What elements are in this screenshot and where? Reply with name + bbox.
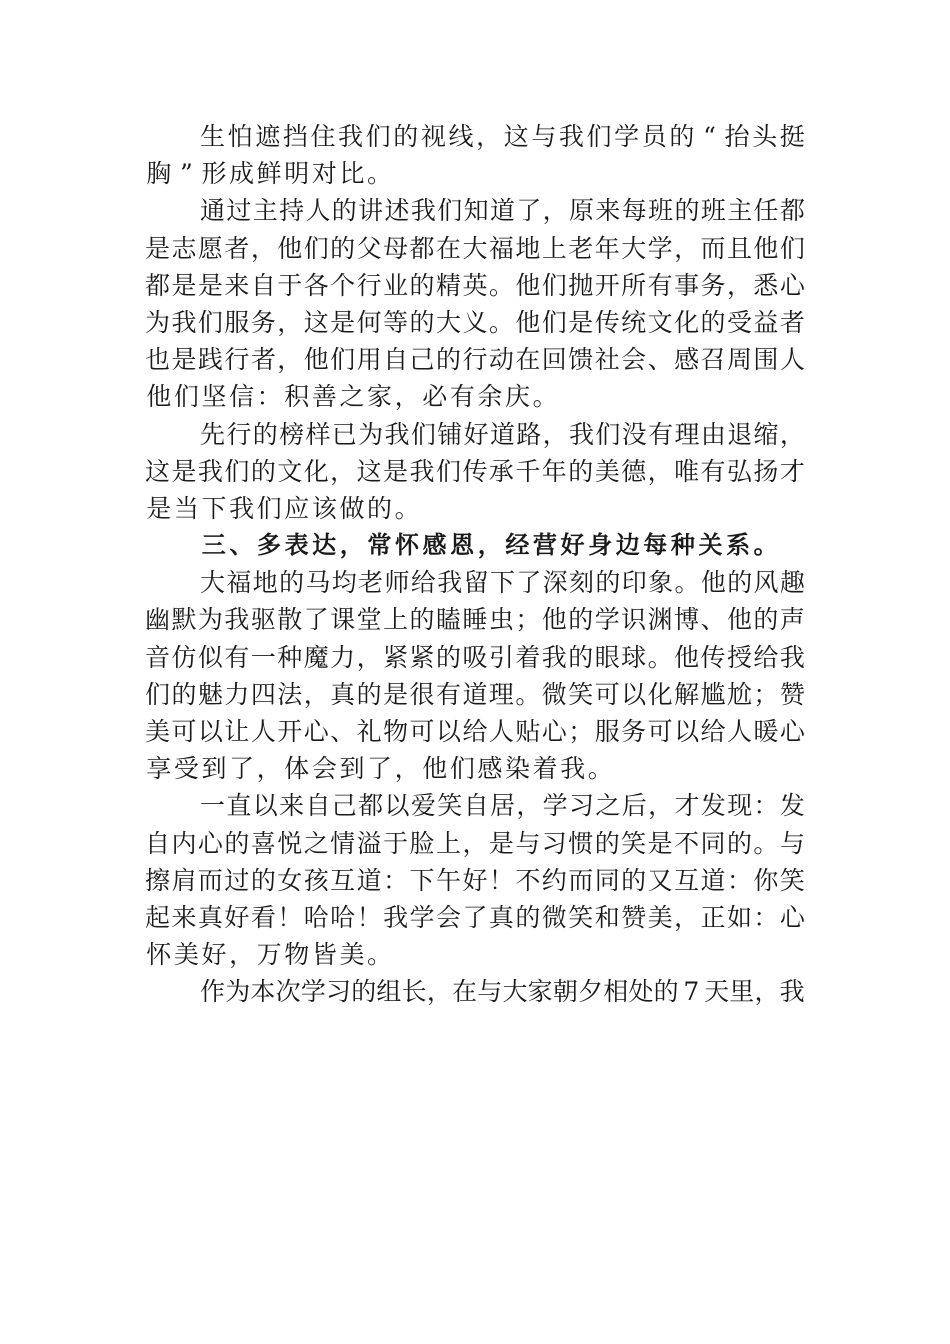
text-line: 这 是 我 们 的 文 化 ， 这 是 我 们 传 承 千 年 的 美 德 ， 唯 有 弘 扬 才 <box>145 456 805 486</box>
text-line: 擦 肩 而 过 的 女 孩 互 道 ： 下 午 好 ！ 不 约 而 同 的 又 互 道 ： 你 笑 <box>145 865 805 895</box>
text-line: 他 们 坚 信 ： 积 善 之 家 ， 必 有 余 庆 。 <box>146 382 558 412</box>
text-line: 先 行 的 榜 样 已 为 我 们 铺 好 道 路 ， 我 们 没 有 理 由 退 缩 ， <box>200 419 805 449</box>
text-line: 通 过 主 持 人 的 讲 述 我 们 知 道 了 ， 原 来 每 班 的 班 主 任 都 <box>200 196 805 226</box>
text-line: 美 可 以 让 人 开 心 、 礼 物 可 以 给 人 贴 心 ； 服 务 可 以 给 人 暖 心 <box>145 717 805 746</box>
text-line: 们 的 魅 力 四 法 ， 真 的 是 很 有 道 理 。 微 笑 可 以 化 解 尴 尬 ； 赞 <box>145 679 805 709</box>
document-body <box>145 118 805 1011</box>
text-line: 生 怕 遮 挡 住 我 们 的 视 线 ， 这 与 我 们 学 员 的 “ 抬 头 挺 <box>200 122 805 151</box>
text-line: 音 仿 似 有 一 种 魔 力 ， 紧 紧 的 吸 引 着 我 的 眼 球 。 他 传 授 给 我 <box>145 642 805 672</box>
text-line: 都 是 是 来 自 于 各 个 行 业 的 精 英 。 他 们 抛 开 所 有 事 务 ， 悉 心 <box>145 270 805 300</box>
text-line: 胸 ” 形 成 鲜 明 对 比 。 <box>146 159 393 189</box>
text-line: 作 为 本 次 学 习 的 组 长 ， 在 与 大 家 朝 夕 相 处 的 7 天 里 ， 我 <box>200 977 805 1007</box>
text-line: 也 是 践 行 者 ， 他 们 用 自 己 的 行 动 在 回 馈 社 会 、 感 召 周 围 人 <box>145 345 805 375</box>
text-line: 是 当 下 我 们 应 该 做 的 。 <box>146 493 420 523</box>
text-line: 怀 美 好 ， 万 物 皆 美 。 <box>146 940 393 970</box>
text-line: 一 直 以 来 自 己 都 以 爱 笑 自 居 ， 学 习 之 后 ， 才 发 现 ： 发 <box>200 791 805 821</box>
text-line: 是 志 愿 者 ， 他 们 的 父 母 都 在 大 福 地 上 老 年 大 学 ， 而 且 他 们 <box>145 233 805 263</box>
text-line: 幽 默 为 我 驱 散 了 课 堂 上 的 瞌 睡 虫 ； 他 的 学 识 渊 博 、 他 的 声 <box>145 605 805 635</box>
text-line: 享 受 到 了 ， 体 会 到 了 ， 他 们 感 染 着 我 。 <box>146 754 613 784</box>
section-heading: 三 、 多 表 达 ， 常 怀 感 恩 ， 经 营 好 身 边 每 种 关 系 。 <box>201 531 778 560</box>
text-line: 为 我 们 服 务 ， 这 是 何 等 的 大 义 。 他 们 是 传 统 文 化 的 受 益 者 <box>145 307 805 337</box>
text-line: 起 来 真 好 看 ！ 哈 哈 ！ 我 学 会 了 真 的 微 笑 和 赞 美 ， 正 如 ： 心 <box>145 902 805 932</box>
text-line: 大 福 地 的 马 均 老 师 给 我 留 下 了 深 刻 的 印 象 。 他 的 风 趣 <box>200 568 805 598</box>
text-line: 自 内 心 的 喜 悦 之 情 溢 于 脸 上 ， 是 与 习 惯 的 笑 是 不 同 的 。 与 <box>145 828 805 858</box>
